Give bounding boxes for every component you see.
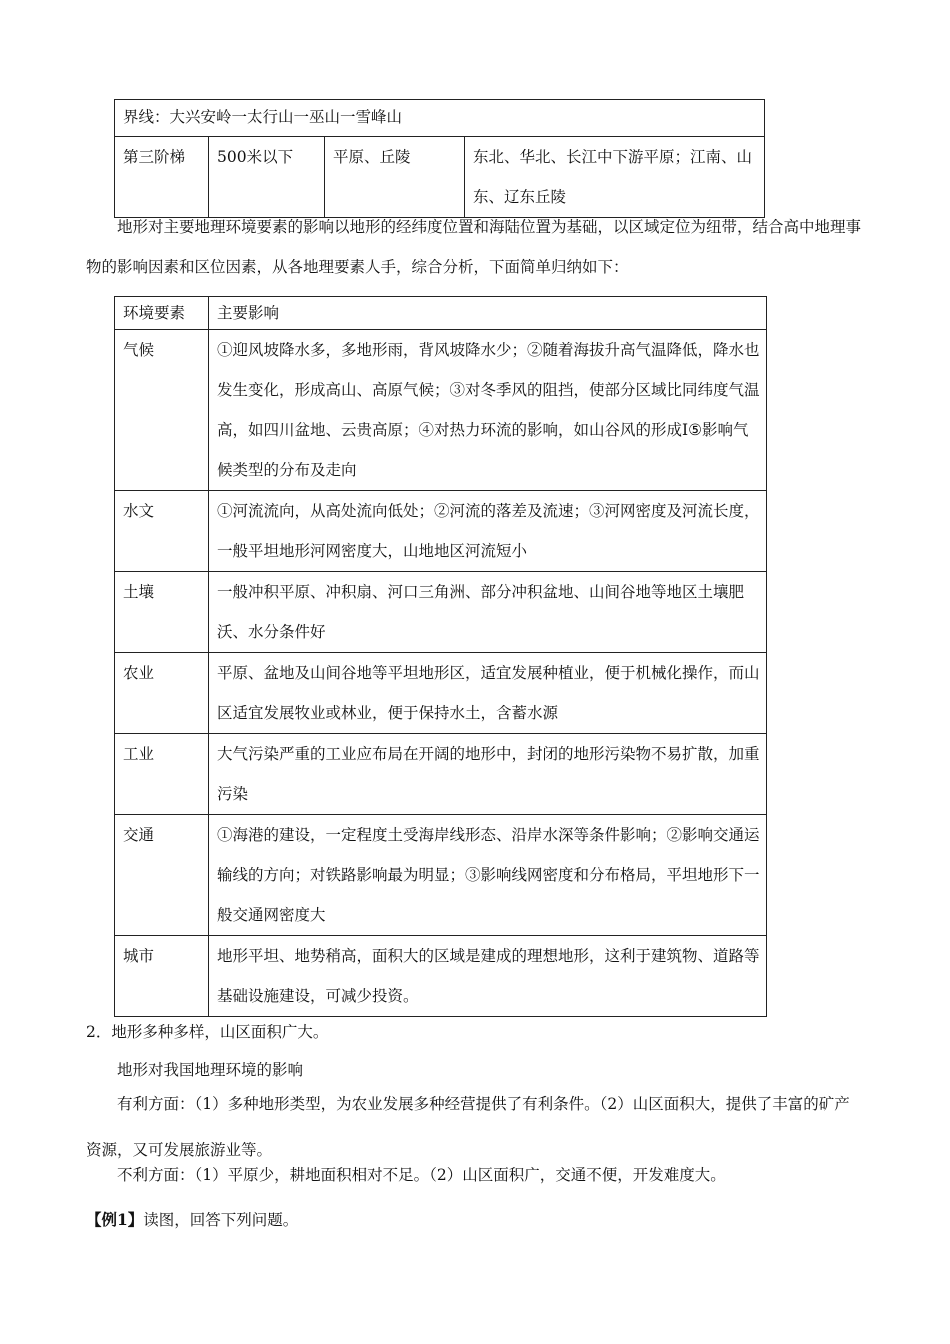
- table-row: [115, 815, 767, 936]
- boundary-line-cell: 界线：大兴安岭一太行山一巫山一雪峰山: [115, 100, 765, 137]
- column-header: 环境要素: [115, 297, 209, 330]
- factor-cell: 交通: [115, 815, 209, 936]
- example-text: 读图，回答下列问题。: [143, 1211, 299, 1229]
- disadvantages-paragraph: 不利方面：（1）平原少，耕地面积相对不足。（2）山区面积广，交通不便，开发难度大。: [117, 1166, 726, 1184]
- table-row: [115, 572, 767, 653]
- effect-cell: 地形平坦、地势稍高，面积大的区域是建成的理想地形，这利于建筑物、道路等基础设施建设，可减少投资。: [209, 936, 767, 1017]
- terrain-influence-table: [114, 296, 767, 1017]
- factor-cell: 农业: [115, 653, 209, 734]
- examples-cell: 东北、华北、长江中下游平原；江南、山东、辽东丘陵: [465, 137, 765, 218]
- effect-cell: ①海港的建设，一定程度土受海岸线形态、沿岸水深等条件影响；②影响交通运输线的方向；对铁路影响最为明显；③影响线网密度和分布格局，平坦地形下一般交通网密度大: [209, 815, 767, 936]
- table-row: [115, 100, 765, 137]
- advantages-paragraph: 有利方面：（1）多种地形类型，为农业发展多种经营提供了有利条件。（2）山区面积大，提供了丰富的矿产资源，又可发展旅游业等。: [86, 1095, 850, 1159]
- factor-cell: 气候: [115, 330, 209, 491]
- effect-cell: 一般冲积平原、冲积扇、河口三角洲、部分冲积盆地、山间谷地等地区土壤肥沃、水分条件好: [209, 572, 767, 653]
- altitude-cell: 500米以下: [209, 137, 325, 218]
- table-row: [115, 734, 767, 815]
- effect-cell: ①河流流向，从高处流向低处；②河流的落差及流速；③河网密度及河流长度，一般平坦地形河网密度大，山地地区河流短小: [209, 491, 767, 572]
- effect-cell: 大气污染严重的工业应布局在开阔的地形中，封闭的地形污染物不易扩散，加重污染: [209, 734, 767, 815]
- section-heading: 2．地形多种多样，山区面积广大。: [86, 1023, 329, 1041]
- table-row: [115, 936, 767, 1017]
- table-header-row: [115, 297, 767, 330]
- terrain-tier-table: [114, 99, 765, 218]
- example-question: [86, 1200, 862, 1240]
- factor-cell: 工业: [115, 734, 209, 815]
- table-row: [115, 330, 767, 491]
- effect-cell: ①迎风坡降水多，多地形雨，背风坡降水少；②随着海拔升高气温降低，降水也发生变化，形成高山、高原气候；③对冬季风的阻挡，使部分区域比同纬度气温高，如四川盆地、云贵高原；④对热力环流的影响，如山谷风的形成I⑤影响气候类型的分布及走向: [209, 330, 767, 491]
- terrain-cell: 平原、丘陵: [325, 137, 465, 218]
- intro-paragraph: 地形对主要地理环境要素的影响以地形的经纬度位置和海陆位置为基础，以区域定位为纽带，结合高中地理事物的影响因素和区位因素，从各地理要素人手，综合分析，下面简单归纳如下：: [86, 218, 862, 276]
- example-label: 【例1】: [86, 1210, 144, 1229]
- factor-cell: 水文: [115, 491, 209, 572]
- effect-cell: 平原、盆地及山间谷地等平坦地形区，适宜发展种植业，便于机械化操作，而山区适宜发展牧业或林业，便于保持水土，含蓄水源: [209, 653, 767, 734]
- column-header: 主要影响: [209, 297, 767, 330]
- section-subtitle: 地形对我国地理环境的影响: [117, 1061, 304, 1079]
- factor-cell: 城市: [115, 936, 209, 1017]
- factor-cell: 土壤: [115, 572, 209, 653]
- tier-name-cell: 第三阶梯: [115, 137, 209, 218]
- table-row: [115, 653, 767, 734]
- table-row: [115, 491, 767, 572]
- table-row: [115, 137, 765, 218]
